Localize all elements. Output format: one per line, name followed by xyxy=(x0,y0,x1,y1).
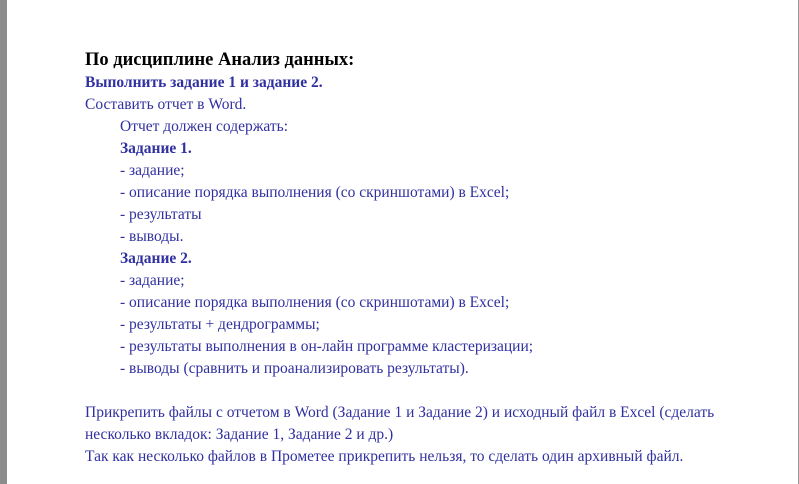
task1-item: - выводы. xyxy=(120,228,184,245)
task2-title: Задание 2. xyxy=(120,250,192,267)
task2-item: - задание; xyxy=(120,272,185,289)
document-heading: По дисциплине Анализ данных: xyxy=(85,50,355,70)
task2-item: - результаты выполнения в он-лайн программе кластеризации; xyxy=(120,338,534,355)
attach-instruction-line-1: Прикрепить файлы с отчетом в Word (Задание 1 и Задание 2) и исходный файл в Excel (сделать xyxy=(85,404,715,421)
attach-instruction-line-2: несколько вкладок: Задание 1, Задание 2 и др.) xyxy=(85,426,394,443)
task2-item: - выводы (сравнить и проанализировать результаты). xyxy=(120,360,469,377)
task1-item: - описание порядка выполнения (со скриншотами) в Excel; xyxy=(120,184,510,201)
task1-item: - задание; xyxy=(120,162,185,179)
document-body xyxy=(85,48,779,468)
report-contents-label: Отчет должен содержать: xyxy=(120,118,289,135)
task1-item: - результаты xyxy=(120,206,202,223)
task2-item: - описание порядка выполнения (со скриншотами) в Excel; xyxy=(120,294,510,311)
archive-instruction: Так как несколько файлов в Прометее прикрепить нельзя, то сделать один архивный файл. xyxy=(85,448,684,465)
report-instruction: Составить отчет в Word. xyxy=(85,96,247,113)
task-instruction: Выполнить задание 1 и задание 2. xyxy=(85,74,323,91)
page-left-edge xyxy=(0,0,7,484)
task2-item: - результаты + дендрограммы; xyxy=(120,316,320,333)
task1-title: Задание 1. xyxy=(120,140,192,157)
paragraph-spacer xyxy=(85,380,779,402)
